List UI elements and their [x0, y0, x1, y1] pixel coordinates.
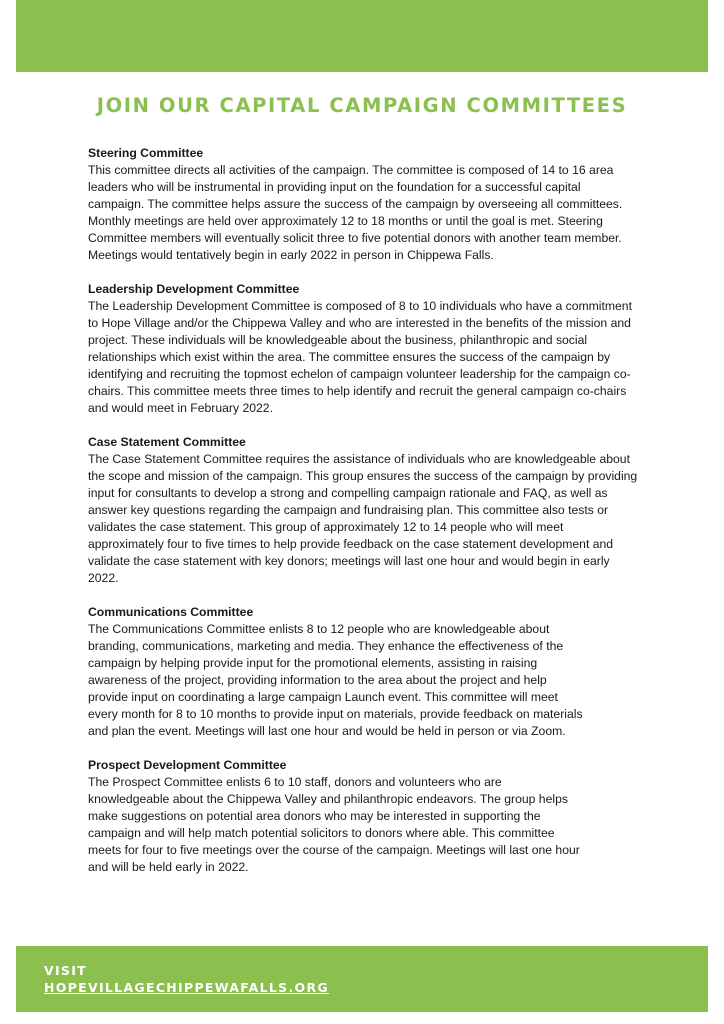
- section-case-statement-committee: [88, 434, 640, 587]
- section-body: The Prospect Committee enlists 6 to 10 staff, donors and volunteers who are knowledgeable about the Chippewa Valley and philanthropic endeavors. The group helps make suggestions on potential area donors who may be interested in supporting the campaign and will help match potential solicitors to donors where able. This committee meets for four to five meetings over the course of the campaign. Meetings will last one hour and will be held early in 2022.: [88, 775, 580, 874]
- section-steering-committee: [88, 145, 640, 264]
- section-heading: Case Statement Committee: [88, 435, 246, 449]
- footer-band: [16, 946, 708, 1012]
- committee-list: [88, 145, 640, 893]
- section-body: This committee directs all activities of the campaign. The committee is composed of 14 to 16 area leaders who will be instrumental in providing input on the foundation for a successful capital campaign. The committee helps assure the success of the campaign by overseeing all committees. Monthly meetings are held over approximately 12 to 18 months or until the goal is met. Steering Committee members will eventually solicit three to five potential donors with another team member. Meetings would tentatively begin in early 2022 in person in Chippewa Falls.: [88, 163, 623, 262]
- section-heading: Steering Committee: [88, 146, 204, 160]
- visit-label: VISIT: [44, 963, 88, 978]
- section-leadership-development-committee: [88, 281, 640, 417]
- section-body: The Case Statement Committee requires the assistance of individuals who are knowledgeable about the scope and mission of the campaign. This group ensures the success of the campaign by providing input for consultants to develop a strong and compelling campaign rationale and FAQ, as well as answer key questions regarding the campaign and fundraising plan. This committee also tests or validates the case statement. This group of approximately 12 to 14 people who will meet approximately four to five times to help provide feedback on the case statement development and validate the case statement with key donors; meetings will last one hour and would begin in early 2022.: [88, 452, 638, 585]
- section-prospect-development-committee: [88, 757, 640, 876]
- section-heading: Communications Committee: [88, 605, 254, 619]
- section-heading: Leadership Development Committee: [88, 282, 300, 296]
- website-link[interactable]: HOPEVILLAGECHIPPEWAFALLS.ORG: [44, 980, 329, 995]
- footer-visit: [44, 962, 329, 996]
- header-band: [16, 0, 708, 72]
- section-body: The Leadership Development Committee is composed of 8 to 10 individuals who have a commitment to Hope Village and/or the Chippewa Valley and who are interested in the benefits of the mission and project. These individuals will be knowledgeable about the business, philanthropic and social relationships which exist within the area. The committee ensures the success of the campaign by identifying and recruiting the topmost echelon of campaign volunteer leadership for the campaign co-chairs. This committee meets three times to help identify and recruit the general campaign co-chairs and would meet in February 2022.: [88, 299, 632, 415]
- section-communications-committee: [88, 604, 640, 740]
- section-body: The Communications Committee enlists 8 to 12 people who are knowledgeable about branding, communications, marketing and media. They enhance the effectiveness of the campaign by helping provide input for the promotional elements, assisting in raising awareness of the project, providing information to the area about the project and help provide input on coordinating a large campaign Launch event. This committee will meet every month for 8 to 10 months to provide input on materials, provide feedback on materials and plan the event. Meetings will last one hour and would be held in person or via Zoom.: [88, 622, 583, 738]
- section-heading: Prospect Development Committee: [88, 758, 287, 772]
- page-title: JOIN OUR CAPITAL CAMPAIGN COMMITTEES: [96, 94, 628, 117]
